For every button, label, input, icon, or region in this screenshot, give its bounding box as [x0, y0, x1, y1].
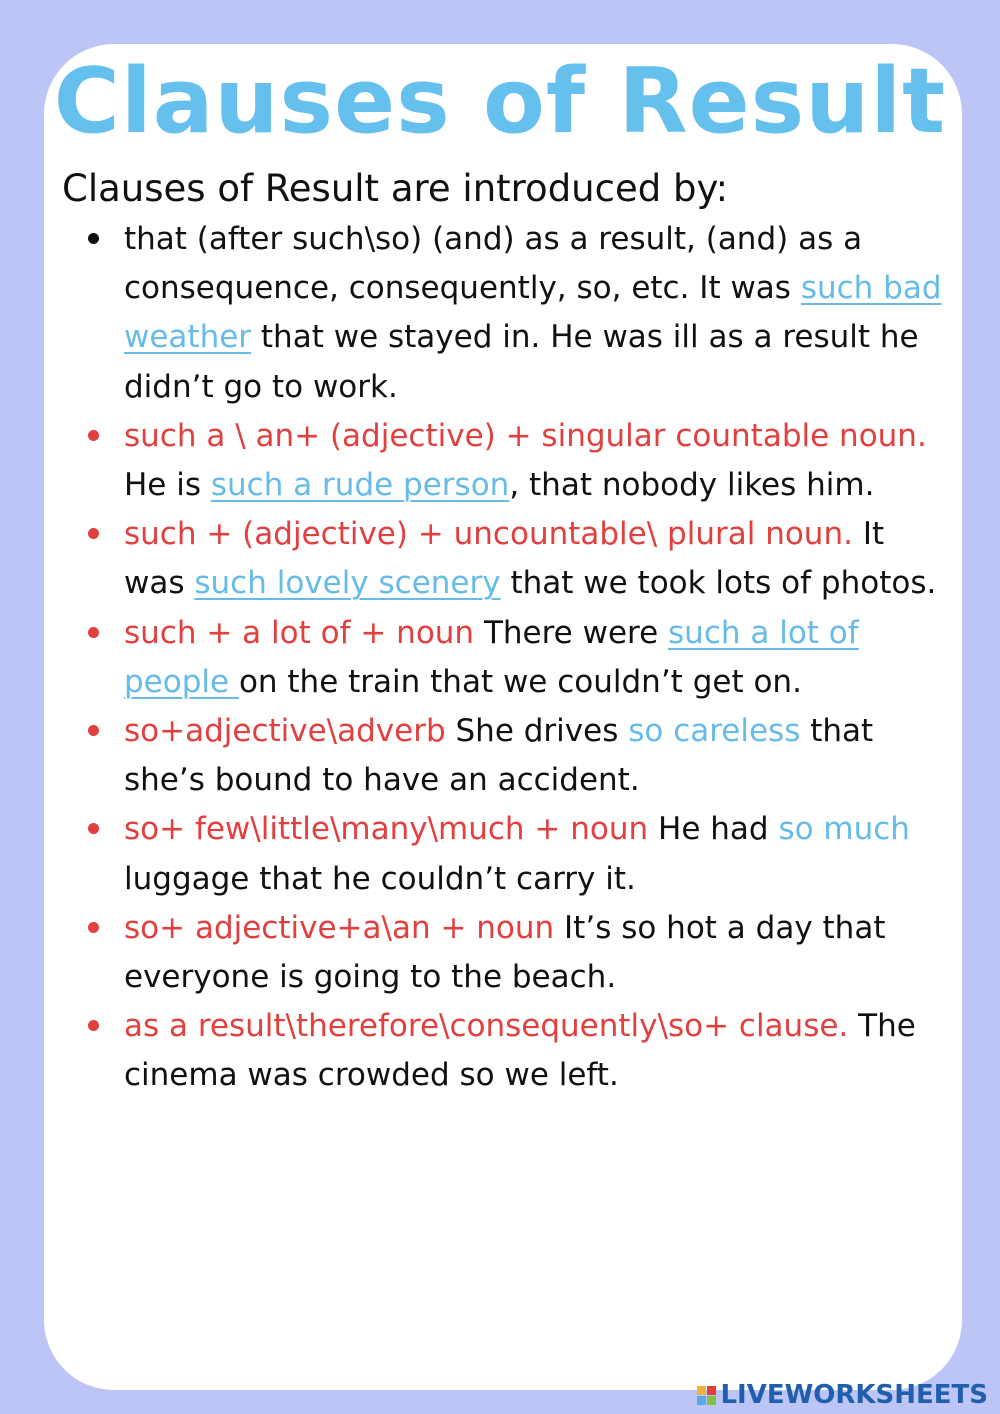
rule-pattern: so+adjective\adverb	[124, 713, 446, 750]
liveworksheets-watermark	[697, 1380, 988, 1410]
rule-pattern: such + (adjective) + uncountable\ plural noun.	[124, 516, 853, 553]
rule-text: luggage that he couldn’t carry it.	[124, 860, 636, 897]
intro-text: Clauses of Result are introduced by:	[62, 167, 729, 210]
rules-list	[124, 215, 950, 1101]
rule-text: that we stayed in. He was ill as a result he didn’t go to work.	[124, 319, 919, 405]
rule-pattern: such a \ an+ (adjective) + singular countable noun.	[124, 417, 927, 454]
bullet-icon	[88, 725, 99, 736]
bullet-icon	[88, 922, 99, 933]
rule-text: He is	[124, 467, 211, 504]
rule-item	[124, 215, 950, 412]
rule-pattern: such + a lot of + noun	[124, 614, 475, 651]
bullet-icon	[88, 430, 99, 441]
rule-pattern: so+ adjective+a\an + noun	[124, 909, 555, 946]
example-highlight: so much	[778, 811, 910, 848]
rule-item	[124, 805, 950, 903]
example-highlight: such bad weather	[124, 270, 942, 356]
rule-text: that we took lots of photos.	[500, 565, 937, 602]
rule-text: , that nobody likes him.	[509, 467, 875, 504]
example-highlight: such a lot of people	[124, 614, 859, 700]
rule-text: She drives	[445, 713, 629, 750]
example-highlight: such a rude person	[210, 467, 510, 504]
rule-pattern: as a result\therefore\consequently\so+ clause.	[124, 1008, 849, 1045]
rule-pattern: so+ few\little\many\much + noun	[124, 811, 649, 848]
rule-text: He had	[648, 811, 779, 848]
rule-text: It’s so hot a day that everyone is going to the beach.	[124, 909, 886, 996]
rule-item	[124, 904, 950, 1002]
example-highlight: such lovely scenery	[194, 565, 501, 602]
example-highlight: so careless	[628, 713, 801, 750]
bullet-icon	[88, 233, 99, 244]
rule-item	[124, 510, 950, 608]
rule-item	[124, 609, 950, 707]
watermark-text: LIVEWORKSHEETS	[720, 1380, 988, 1410]
rule-item	[124, 1002, 950, 1100]
rule-text: that (after such\so) (and) as a result, (and) as a consequence, consequently, so, etc. It was	[124, 221, 863, 307]
rule-text: on the train that we couldn’t get on.	[238, 663, 802, 700]
bullet-icon	[88, 627, 99, 638]
page-title: Clauses of Result	[53, 49, 947, 154]
liveworksheets-logo-icon	[697, 1386, 716, 1405]
rule-item	[124, 412, 950, 510]
rule-text: that she’s bound to have an accident.	[124, 713, 874, 799]
rule-text: The cinema was crowded so we left.	[124, 1008, 916, 1094]
rule-text: There were	[474, 614, 669, 651]
rule-item	[124, 707, 950, 805]
rule-text: It was	[124, 516, 885, 602]
